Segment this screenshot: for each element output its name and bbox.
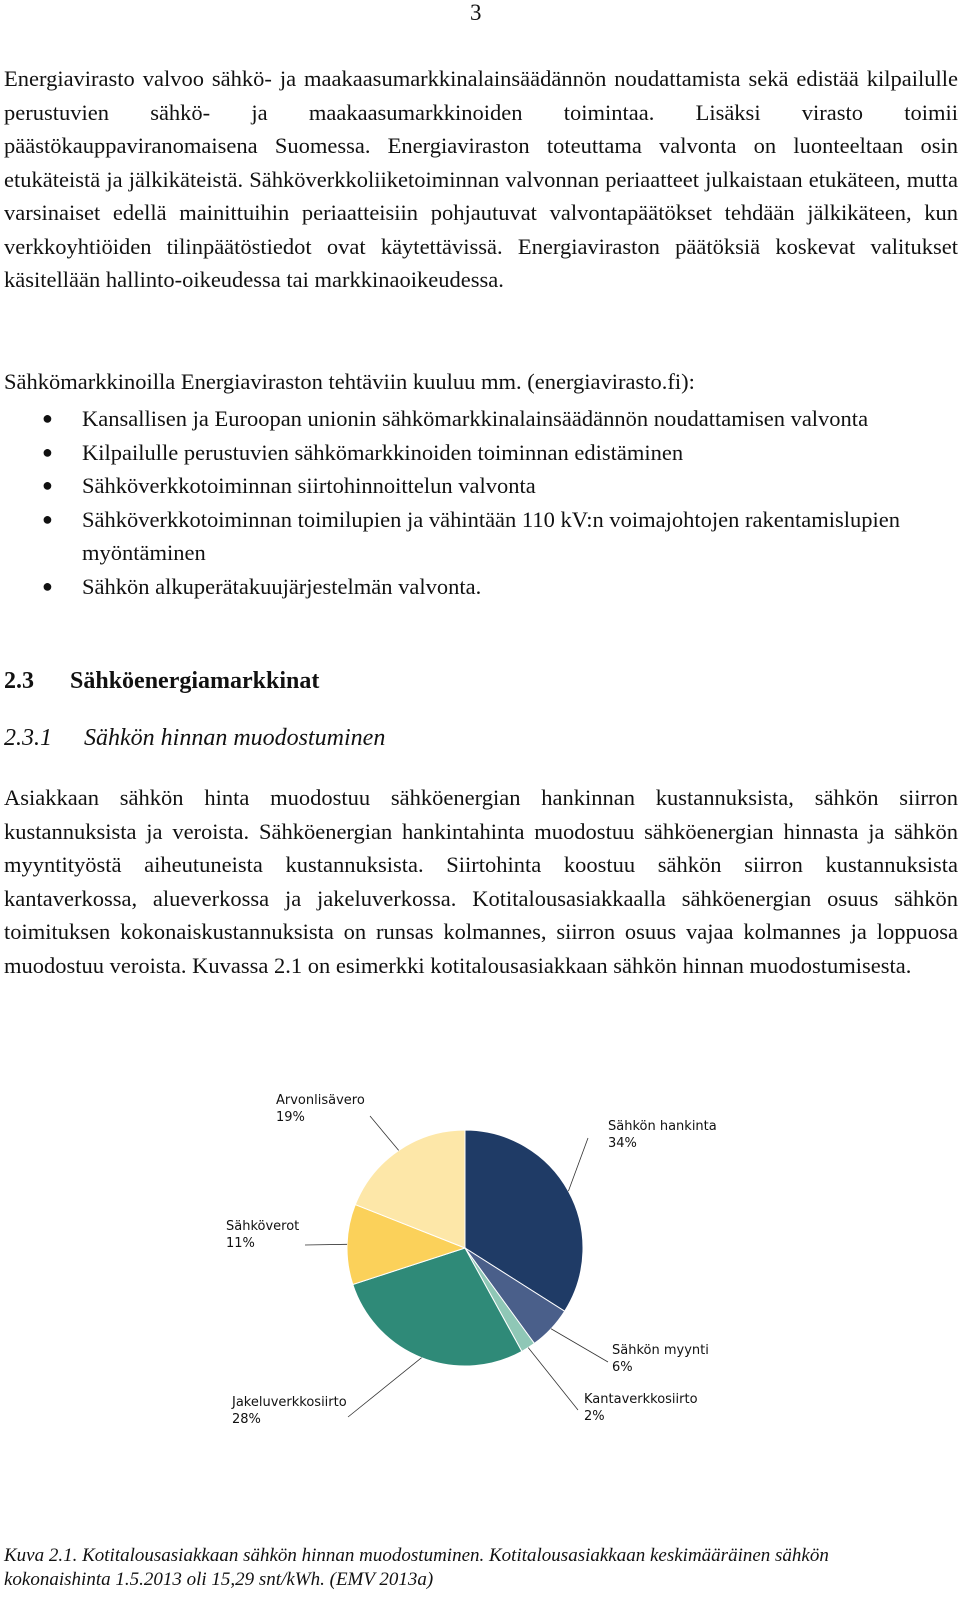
pie-leader-line — [370, 1116, 399, 1150]
pie-label-value: 28% — [232, 1412, 261, 1427]
section-number: 2.3 — [4, 668, 34, 694]
list-item: ● Sähköverkkotoiminnan siirtohinnoittelun valvonta — [0, 469, 950, 503]
list-item: ● Kansallisen ja Euroopan unionin sähkömarkkinalainsäädännön noudattamisen valvonta — [0, 402, 950, 436]
pie-label-name: Jakeluverkkosiirto — [232, 1395, 347, 1410]
pie-label-value: 34% — [608, 1136, 637, 1151]
pie-label-value: 2% — [584, 1409, 605, 1424]
pie-leader-line — [528, 1348, 578, 1410]
section-title: Sähköenergiamarkkinat — [70, 668, 320, 694]
pie-leader-line — [551, 1329, 608, 1362]
pie-leader-line — [305, 1244, 347, 1245]
subsection-heading — [4, 725, 385, 752]
figure-caption: Kuva 2.1. Kotitalousasiakkaan sähkön hinnan muodostuminen. Kotitalousasiakkaan keskimääräinen sähkön kokonaishinta 1.5.2013 oli 15,29 snt/kWh. (EMV 2013a) — [4, 1545, 829, 1590]
bullet-icon: ● — [42, 441, 53, 462]
bullet-icon: ● — [42, 475, 53, 495]
pie-chart — [180, 1080, 780, 1460]
pie-label-value: 6% — [612, 1360, 633, 1375]
pie-label-value: 19% — [276, 1110, 305, 1125]
subsection-number: 2.3.1 — [4, 725, 52, 751]
bullet-icon: ● — [42, 508, 53, 529]
pie-leader-line — [348, 1358, 422, 1417]
bullet-icon: ● — [42, 408, 53, 428]
section-heading — [4, 668, 319, 695]
paragraph-energiavirasto: Energiavirasto valvoo sähkö- ja maakaasumarkkinalainsäädännön noudattamista sekä edistää kilpailulle perustuvien sähkö- ja maakaasumarkkinoiden toimintaa. Lisäksi virasto toimii päästökauppaviranomaisena Suomessa. Energiaviraston toteuttama valvonta on luonteeltaan osin etukäteistä ja jälkikäteistä. Sähköverkkoliiketoiminnan valvonnan periaatteet julkaistaan etukäteen, mutta varsinaiset edellä mainittuihin periaatteisiin pohjautuvat valvontapäätökset tehdään jälkikäteen, kun verkkoyhtiöiden tilinpäätöstiedot ovat käytettävissä. Energiaviraston päätöksiä koskevat valitukset käsitellään hallinto-oikeudessa tai markkinaoikeudessa. — [4, 66, 958, 292]
pie-leader-line — [568, 1138, 588, 1191]
pie-label-value: 11% — [226, 1236, 255, 1251]
list-item: ● Kilpailulle perustuvien sähkömarkkinoiden toiminnan edistäminen — [0, 436, 950, 470]
list-item: ● Sähkön alkuperätakuujärjestelmän valvonta. — [0, 570, 950, 604]
pie-label-name: Arvonlisävero — [276, 1093, 365, 1108]
pie-label-name: Kantaverkkosiirto — [584, 1392, 698, 1407]
bullet-icon: ● — [42, 575, 53, 596]
task-list — [0, 402, 950, 603]
pie-label-name: Sähkön myynti — [612, 1343, 709, 1358]
page-number: 3 — [470, 0, 482, 25]
list-item: ● Sähköverkkotoiminnan toimilupien ja vähintään 110 kV:n voimajohtojen rakentamislupien myöntäminen — [0, 503, 950, 570]
paragraph-price-formation: Asiakkaan sähkön hinta muodostuu sähköenergian hankinnan kustannuksista, sähkön siirron kustannuksista ja veroista. Sähköenergian hankintahinta muodostuu sähköenergian hinnasta ja sähkön myyntityöstä aiheutuneista kustannuksista. Siirtohinta koostuu sähkön siirron kustannuksista kantaverkossa, alueverkossa ja jakeluverkossa. Kotitalousasiakkaalla sähköenergian osuus sähkön toimituksen kokonaiskustannuksista on runsas kolmannes, siirron osuus vajaa kolmannes ja loppuosa muodostuu veroista. Kuvassa 2.1 on esimerkki kotitalousasiakkaan sähkön hinnan muodostumisesta. — [4, 785, 958, 978]
pie-label-name: Sähköverot — [226, 1219, 300, 1234]
pie-label-name: Sähkön hankinta — [608, 1119, 717, 1134]
list-intro: Sähkömarkkinoilla Energiaviraston tehtäviin kuuluu mm. (energiavirasto.fi): — [4, 369, 695, 394]
subsection-title: Sähkön hinnan muodostuminen — [84, 725, 386, 751]
